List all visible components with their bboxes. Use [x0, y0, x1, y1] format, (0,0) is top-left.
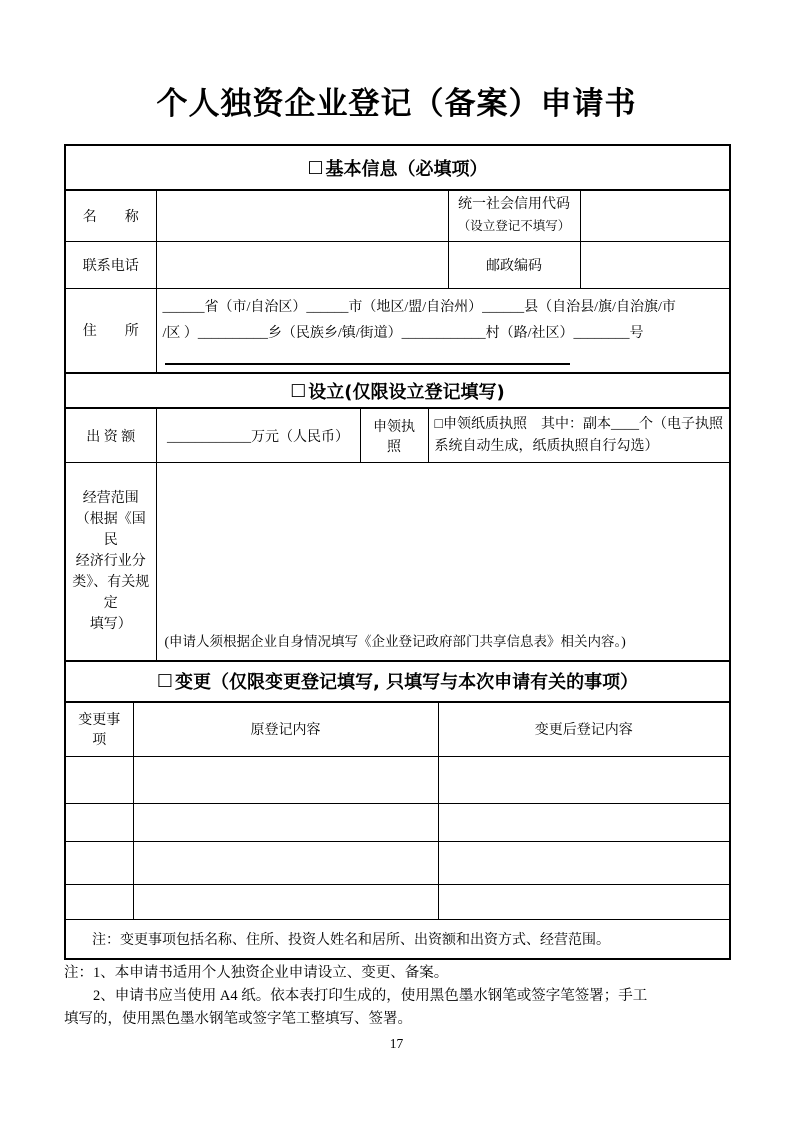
uscc-label-line2: （设立登记不填写）	[457, 218, 571, 233]
scope-value-cell	[156, 463, 729, 660]
after-content-cell	[438, 804, 729, 842]
scope-note: (申请人须根据企业自身情况填写《企业登记政府部门共享信息表》相关内容。)	[164, 633, 626, 649]
postcode-value-cell	[580, 241, 729, 288]
section-header-basic-info	[66, 146, 729, 191]
address-row	[66, 288, 729, 372]
business-scope-row	[66, 463, 729, 660]
scope-label-line4: 类》、有关规定	[72, 574, 150, 611]
footnote-line2: 2、申请书应当使用 A4 纸。依本表打印生成的，使用黑色墨水钢笔或签字笔签署；手工	[93, 988, 648, 1004]
checkbox-icon: □	[156, 670, 173, 690]
capital-value-cell: ____________万元（人民币）	[156, 409, 360, 462]
phone-label-cell: 联系电话	[66, 241, 156, 288]
address-blank-line	[165, 347, 570, 365]
change-item-cell	[66, 804, 133, 842]
capital-row-table	[66, 409, 729, 462]
before-content-cell	[133, 757, 438, 804]
change-table	[66, 703, 729, 958]
before-content-cell	[133, 842, 438, 885]
name-row	[66, 191, 729, 241]
capital-row	[66, 409, 729, 462]
change-item-header-cell: 变更事项	[66, 703, 133, 757]
change-empty-row	[66, 842, 729, 885]
change-empty-row	[66, 757, 729, 804]
change-item-cell	[66, 885, 133, 920]
after-content-cell	[438, 885, 729, 920]
scope-label-line3: 经济行业分	[75, 553, 146, 569]
section-header-setup	[66, 372, 729, 409]
capital-label-cell: 出 资 额	[66, 409, 156, 462]
footnote-line1: 注：1、本申请书适用个人独资企业申请设立、变更、备案。	[64, 965, 449, 981]
name-value-cell	[156, 191, 448, 241]
postcode-label-cell: 邮政编码	[448, 241, 580, 288]
scope-label-cell	[66, 463, 156, 660]
change-note-cell: 注：变更事项包括名称、住所、投资人姓名和居所、出资额和出资方式、经营范围。	[66, 920, 729, 958]
uscc-value-cell	[580, 191, 729, 241]
phone-value-cell	[156, 241, 448, 288]
after-content-cell	[438, 842, 729, 885]
change-empty-row	[66, 885, 729, 920]
name-label-cell: 名 称	[66, 191, 156, 241]
scope-label-line1: 经营范围	[82, 490, 139, 506]
change-item-cell	[66, 757, 133, 804]
page-number: 17	[389, 1036, 404, 1051]
section-header-change-label: 变更（仅限变更登记填写, 只填写与本次申请有关的事项）	[174, 672, 639, 693]
address-value-cell	[156, 288, 729, 372]
change-empty-row	[66, 804, 729, 842]
before-content-cell	[133, 885, 438, 920]
footnote-line3: 填写的，使用黑色墨水钢笔或签字笔工整填写、签署。	[64, 1011, 412, 1027]
before-content-cell	[133, 804, 438, 842]
scope-label-line2: （根据《国民	[75, 511, 146, 548]
page-title: 个人独资企业登记（备案）申请书	[156, 86, 637, 121]
scope-label-line5: 填写）	[89, 616, 132, 632]
phone-row	[66, 241, 729, 288]
address-line1: ______省（市/自治区）______市（地区/盟/自治州）______县（自治县/旗/自治旗/市	[162, 300, 676, 316]
business-scope-table	[66, 462, 729, 660]
checkbox-icon: □	[307, 156, 324, 177]
footnotes	[64, 962, 734, 1031]
license-options-cell: □申领纸质执照 其中：副本____个（电子执照系统自动生成，纸质执照自行勾选）	[428, 409, 729, 462]
basic-info-table	[66, 191, 729, 372]
uscc-label-line1: 统一社会信用代码	[458, 197, 570, 213]
after-content-cell	[438, 757, 729, 804]
section-header-setup-label: 设立(仅限设立登记填写)	[308, 381, 505, 403]
application-form-table	[64, 144, 731, 960]
change-note-row	[66, 920, 729, 958]
section-header-basic-info-label: 基本信息（必填项）	[325, 158, 488, 180]
change-header-row	[66, 703, 729, 757]
before-content-header-cell: 原登记内容	[133, 703, 438, 757]
change-item-cell	[66, 842, 133, 885]
checkbox-icon: □	[290, 379, 307, 400]
license-label-cell: 申领执照	[360, 409, 428, 462]
uscc-label-cell	[448, 191, 580, 241]
section-header-change	[66, 660, 729, 703]
address-label-cell: 住 所	[66, 288, 156, 372]
address-line2: /区 ）__________乡（民族乡/镇/街道）____________村（路/社区）________号	[162, 326, 644, 342]
after-content-header-cell: 变更后登记内容	[438, 703, 729, 757]
